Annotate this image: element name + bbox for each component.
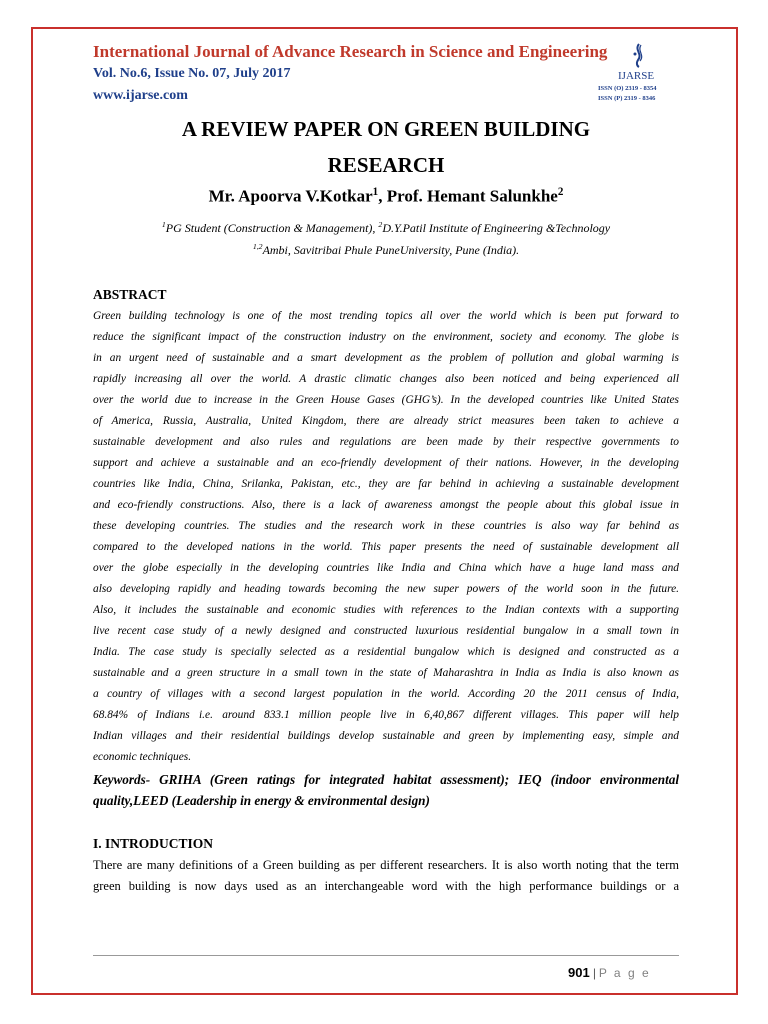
- page-footer: [568, 965, 651, 981]
- abstract-body: [93, 306, 679, 768]
- abstract-line: 68.84% of Indians i.e. around 833.1 million people live in 6,40,867 different villages. This paper will help: [93, 709, 679, 721]
- abstract-line: Green building technology is one of the most trending topics all over the world which is been put forward to: [93, 310, 679, 322]
- abstract-line: a country of villages with a second largest population in the world. According 20 the 2011 census of India,: [93, 688, 679, 700]
- introduction-line: There are many definitions of a Green building as per different researchers. It is also worth noting that the term: [93, 858, 679, 872]
- journal-logo-icon: [628, 42, 650, 68]
- abstract-line: live recent case study of a newly designed and constructed luxurious residential bungalow in a small town in: [93, 625, 679, 637]
- page-label: P a g e: [598, 966, 651, 980]
- volume-issue: Vol. No.6, Issue No. 07, July 2017: [93, 66, 291, 81]
- abstract-line: compared to the developed nations in the world. This paper presents the need of sustainable development all: [93, 541, 679, 553]
- aff-sup-1: 1: [161, 220, 166, 229]
- abstract-line: also developing rapidly and heading towards becoming the new super powers of the world soon in the future.: [93, 583, 679, 595]
- aff-sup-2: 2: [378, 220, 383, 229]
- abstract-line: sustainable and a green structure in a small town in the state of Maharashtra in India as India is also known as: [93, 667, 679, 679]
- issn-online: ISSN (O) 2319 - 8354: [598, 85, 657, 92]
- author-1-sup: 1: [372, 186, 379, 198]
- abstract-line: Also, it includes the sustainable and economic studies with references to the Indian contexts with a supporting: [93, 604, 679, 616]
- author-2-sup: 2: [557, 186, 564, 198]
- abstract-line: reduce the significant impact of the construction industry on the environment, society and economy. The globe is: [93, 331, 679, 343]
- abstract-heading: ABSTRACT: [93, 287, 167, 302]
- introduction-body: [93, 855, 679, 897]
- aff-text-3: Ambi, Savitribai Phule PuneUniversity, Pune (India).: [262, 243, 520, 257]
- keywords-line: Keywords- GRIHA (Green ratings for integrated habitat assessment); IEQ (indoor environmental: [93, 772, 679, 787]
- footer-divider: [93, 955, 679, 956]
- abstract-line: these developing countries. The studies and the research work in these countries is also way far behind as: [93, 520, 679, 532]
- abstract-line: Indian villages and their residential buildings develop sustainable and green by implementing easy, simple and: [93, 730, 679, 742]
- affiliation-line1: [93, 220, 679, 236]
- aff-sup-3: 1,2: [252, 242, 263, 251]
- affiliation-line2: [93, 242, 679, 258]
- abstract-line: countries like India, China, Srilanka, Pakistan, etc., they are far behind in achieving a sustainable development: [93, 478, 679, 490]
- journal-logo-text: IJARSE: [618, 70, 655, 82]
- keywords-line: quality,LEED (Leadership in energy & environmental design): [93, 793, 430, 808]
- page-number: 901: [568, 965, 590, 980]
- abstract-line: over the world due to increase in the Green House Gases (GHG’s). In the developed countries like United States: [93, 394, 679, 406]
- abstract-line: India. The case study is specially selected as a residential bungalow which is designed and constructed as a: [93, 646, 679, 658]
- journal-website: www.ijarse.com: [93, 88, 188, 103]
- keywords: [93, 769, 679, 811]
- issn-print: ISSN (P) 2319 - 8346: [598, 95, 656, 102]
- abstract-line: in an urgent need of sustainable and a smart development as the problem of pollution and global warming is: [93, 352, 679, 364]
- introduction-line: green building is now days used as an interchangeable word with the high performance buildings or a: [93, 879, 679, 893]
- page-separator: |: [589, 965, 599, 980]
- abstract-line: economic techniques.: [93, 751, 192, 763]
- author-separator: ,: [378, 186, 387, 206]
- abstract-line: of America, Russia, Australia, United Kingdom, there are already strict measures been taken to achieve a: [93, 415, 679, 427]
- aff-text-1: PG Student (Construction & Management),: [165, 221, 379, 235]
- abstract-line: over the globe especially in the developing countries like India and China which have a huge land mass and: [93, 562, 679, 574]
- paper-title-line1: A REVIEW PAPER ON GREEN BUILDING: [181, 117, 591, 141]
- paper-authors: [93, 186, 679, 207]
- abstract-line: sustainable development and also rules and regulations are been made by their respective governments to: [93, 436, 679, 448]
- abstract-line: support and achieve a sustainable and an eco-friendly development of their nations. However, in the developing: [93, 457, 679, 469]
- author-1: Mr. Apoorva V.Kotkar: [208, 186, 373, 206]
- aff-text-2: D.Y.Patil Institute of Engineering &Technology: [382, 221, 611, 235]
- paper-title-line2: RESEARCH: [327, 153, 445, 177]
- author-2: Prof. Hemant Salunkhe: [386, 186, 558, 206]
- introduction-heading: I. INTRODUCTION: [93, 836, 214, 851]
- journal-name: International Journal of Advance Research in Science and Engineering: [93, 42, 608, 61]
- abstract-line: and eco-friendly constructions. Also, there is a lack of awareness amongst the people about this global issue in: [93, 499, 679, 511]
- abstract-line: rapidly increasing all over the world. A drastic climatic changes also been noticed and being experienced all: [93, 373, 679, 385]
